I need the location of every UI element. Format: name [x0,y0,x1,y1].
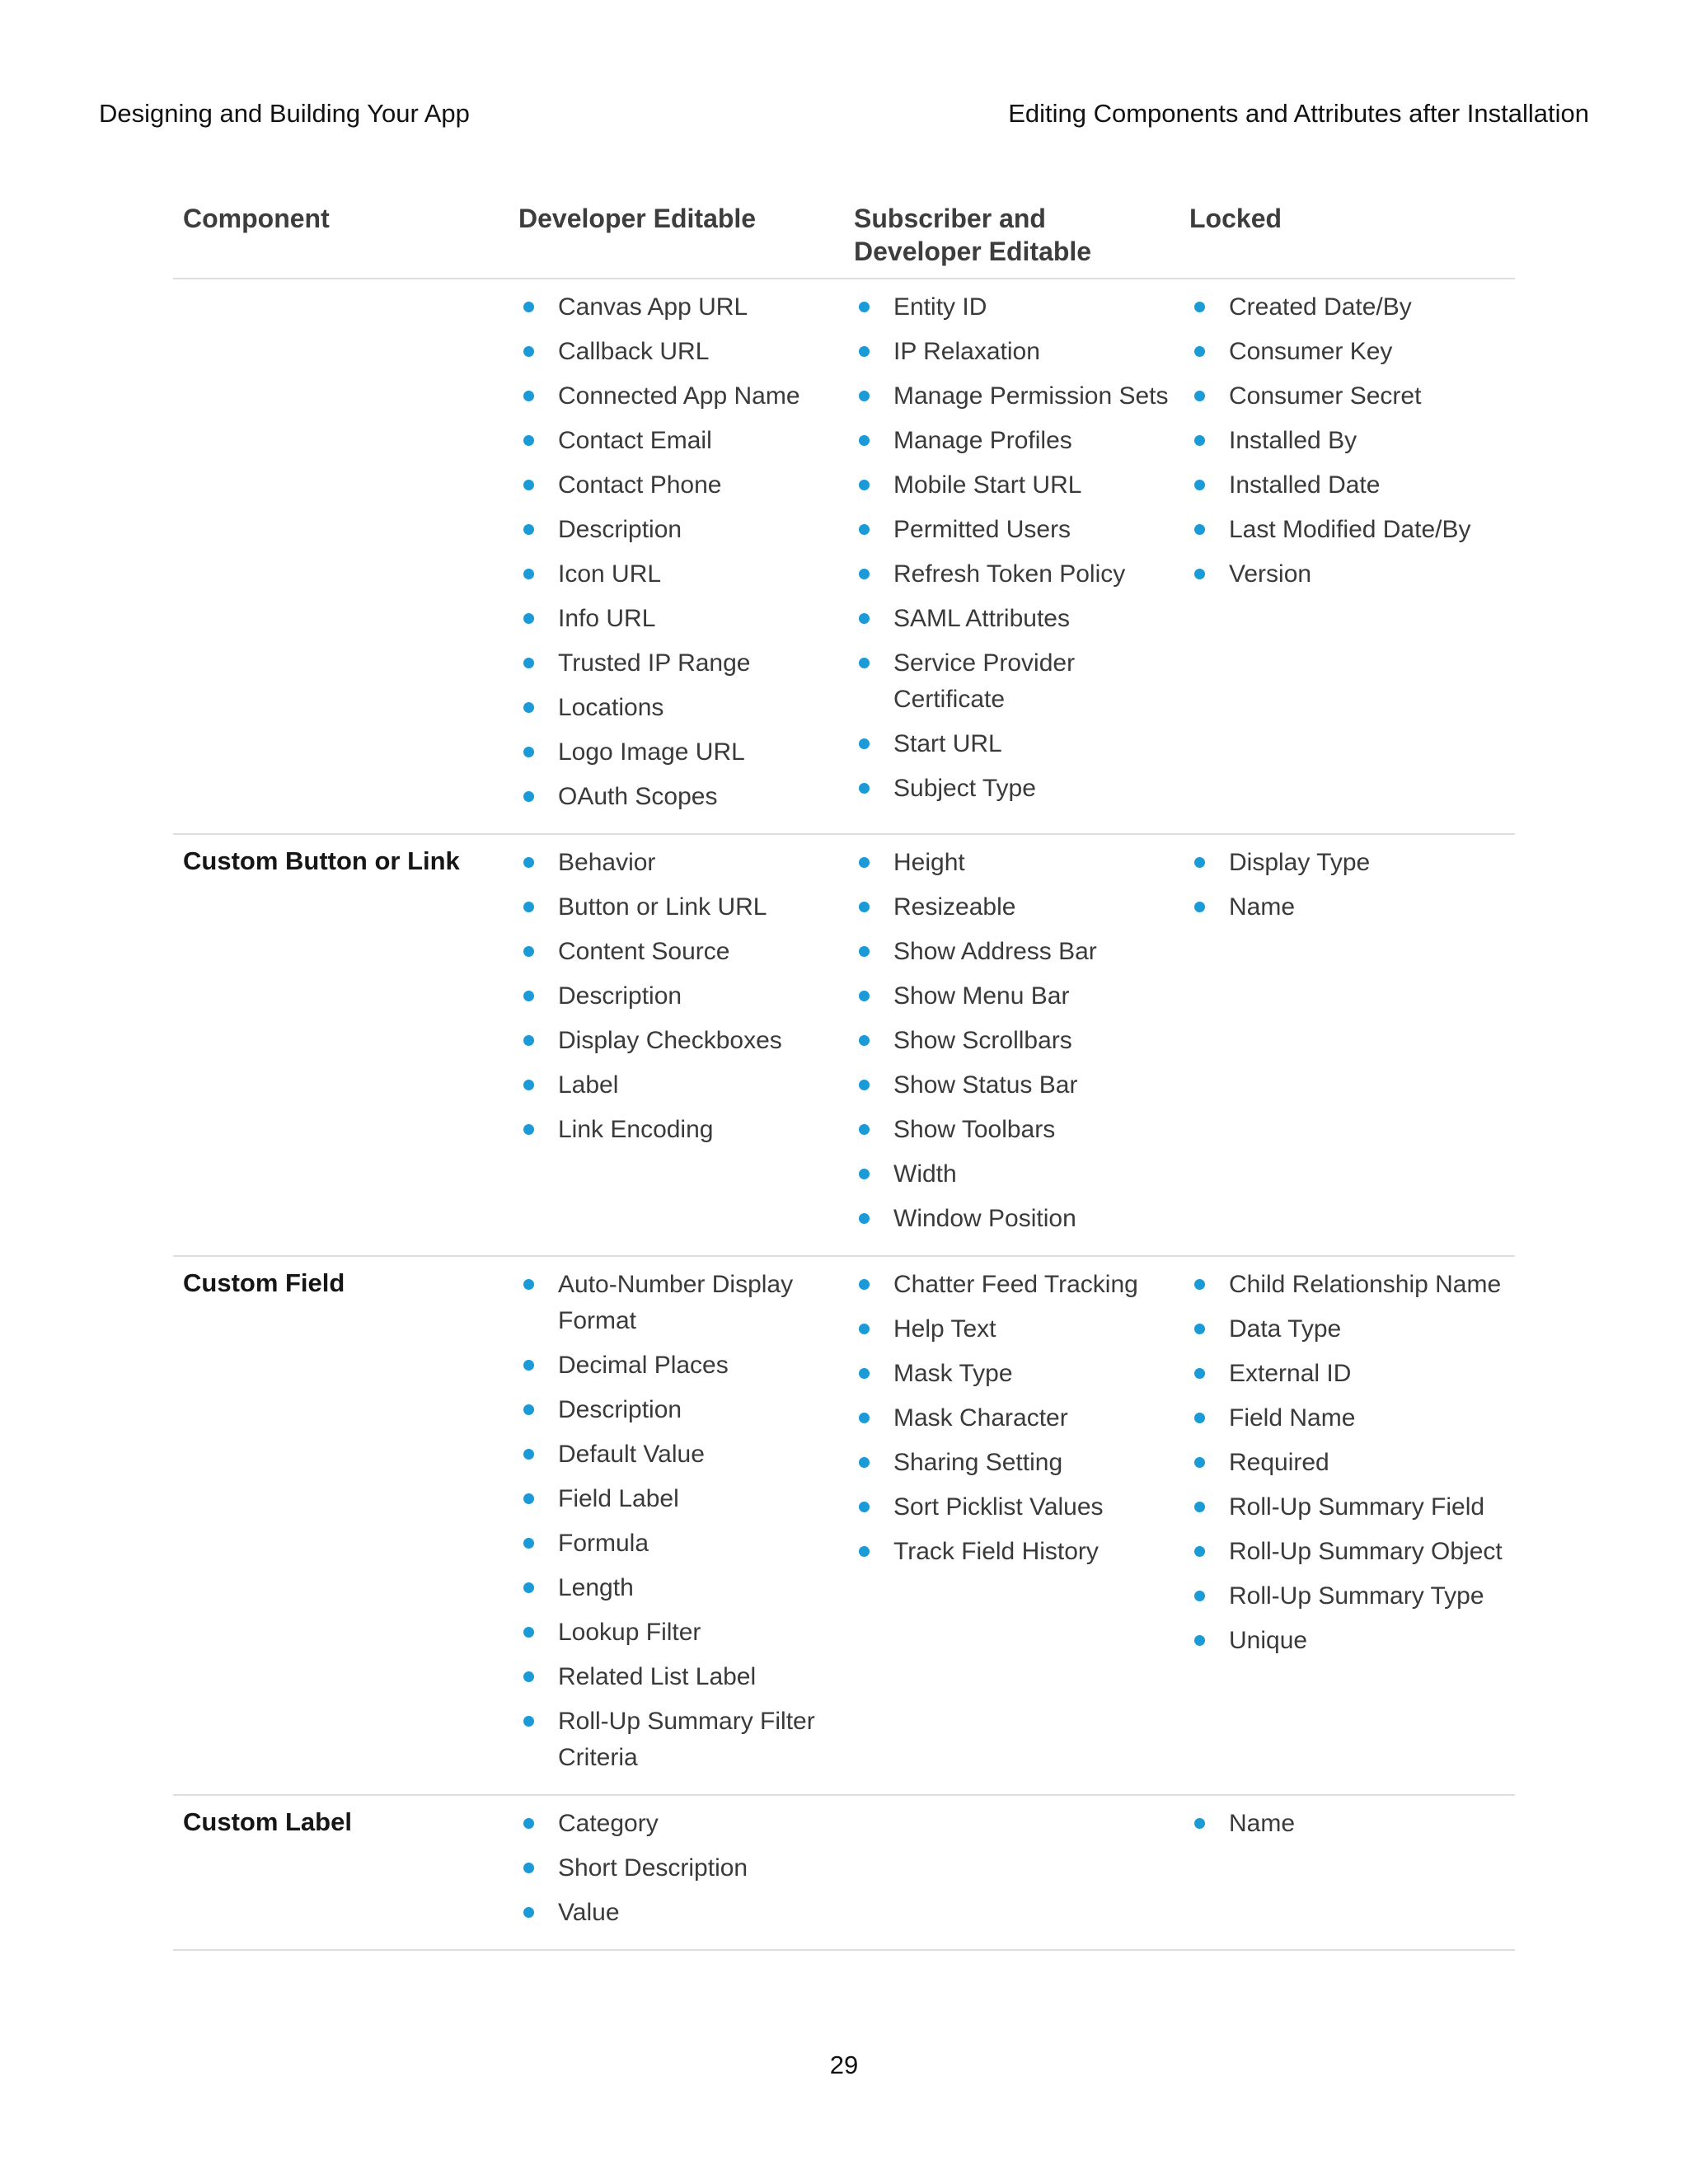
bullet-icon [859,991,870,1001]
bullet-icon [523,1627,534,1638]
list-item-text: Height [893,849,965,876]
list-item-text: Field Name [1229,1404,1356,1432]
bullet-icon [523,902,534,912]
list-item-text: Category [558,1810,659,1837]
list-item-text: Canvas App URL [558,293,748,321]
list-item-text: Logo Image URL [558,738,745,766]
bullet-icon [523,1671,534,1682]
list-item-text: Manage Permission Sets [893,382,1169,410]
bullet-icon [859,658,870,668]
list-item-text: Service Provider Certificate [893,649,1076,713]
bullet-list [1189,835,1505,944]
bullet-icon [859,1213,870,1224]
bullet-icon [859,346,870,357]
list-item [1189,1400,1505,1436]
list-item [1189,1806,1505,1842]
bullet-icon [523,747,534,757]
bullet-icon [859,1368,870,1379]
table-body [173,279,1515,1951]
list-item [854,978,1170,1015]
bullet-icon [859,857,870,868]
bullet-icon [859,435,870,446]
bullet-icon [859,613,870,624]
cell-component [173,1796,509,1949]
bullet-icon [523,524,534,535]
list-item-text: Roll-Up Summary Field [1229,1493,1485,1521]
list-item [1189,845,1505,881]
list-item [518,845,834,881]
list-item-text: Show Toolbars [893,1116,1056,1143]
list-item [1189,378,1505,415]
bullet-icon [859,1457,870,1468]
cell-subscriber-developer-editable [844,1257,1179,1794]
bullet-icon [1194,1635,1205,1646]
list-item-text: External ID [1229,1360,1352,1387]
list-item-text: Show Scrollbars [893,1027,1072,1054]
cell-component [173,279,509,833]
list-item-text: Connected App Name [558,382,800,410]
list-item-text: Mask Character [893,1404,1068,1432]
bullet-icon [859,1279,870,1290]
bullet-icon [859,783,870,794]
bullet-icon [1194,1457,1205,1468]
list-item-text: Description [558,1396,682,1423]
cell-component [173,1257,509,1794]
list-item-text: Default Value [558,1441,705,1468]
list-item [854,1400,1170,1436]
list-item [518,779,834,815]
list-item [518,1570,834,1606]
cell-subscriber-developer-editable [844,1796,1179,1949]
bullet-icon [523,302,534,312]
bullet-icon [1194,857,1205,868]
list-item [854,1067,1170,1104]
list-item [854,934,1170,970]
list-item [854,1445,1170,1481]
bullet-icon [859,1035,870,1046]
list-item [518,1850,834,1886]
list-item [854,1112,1170,1148]
cell-locked [1179,1796,1515,1949]
list-item [1189,1311,1505,1347]
list-item-text: Related List Label [558,1663,757,1690]
list-item [518,556,834,593]
bullet-icon [523,1818,534,1829]
list-item [1189,1534,1505,1570]
bullet-icon [859,1413,870,1423]
list-item-text: Last Modified Date/By [1229,516,1471,543]
page-header [99,97,1589,130]
list-item [854,423,1170,459]
list-item [518,601,834,637]
bullet-list [1189,1796,1505,1860]
list-item [518,690,834,726]
bullet-icon [859,1169,870,1179]
list-item [518,978,834,1015]
list-item [518,734,834,771]
list-item [1189,1356,1505,1392]
list-item-text: Consumer Secret [1229,382,1422,410]
list-item [518,512,834,548]
bullet-icon [523,791,534,802]
list-item-text: Info URL [558,605,656,632]
bullet-icon [523,1124,534,1135]
list-item [1189,889,1505,926]
list-item-text: Show Address Bar [893,938,1097,965]
list-item [518,378,834,415]
bullet-icon [859,302,870,312]
list-item [518,1704,834,1776]
header-section-title: Designing and Building Your App [99,99,470,128]
bullet-icon [859,524,870,535]
list-item [518,423,834,459]
bullet-icon [859,1080,870,1090]
list-item [518,1895,834,1931]
list-item [518,334,834,370]
bullet-icon [1194,1324,1205,1334]
list-item-text: Installed Date [1229,471,1381,499]
list-item-text: Description [558,516,682,543]
list-item-text: Display Checkboxes [558,1027,782,1054]
list-item-text: Name [1229,1810,1296,1837]
list-item [518,467,834,504]
bullet-icon [523,1035,534,1046]
table-row [173,835,1515,1257]
list-item [518,1526,834,1562]
bullet-list [854,1796,1170,1816]
cell-developer-editable [509,1796,844,1949]
list-item-text: Chatter Feed Tracking [893,1271,1138,1298]
bullet-list [518,279,834,833]
list-item-text: Decimal Places [558,1352,729,1379]
list-item [854,1534,1170,1570]
list-item [518,645,834,682]
list-item-text: Contact Email [558,427,712,454]
list-item-text: Width [893,1160,957,1188]
bullet-icon [1194,480,1205,490]
components-table [173,202,1515,1951]
bullet-list [518,1257,834,1794]
list-item [854,601,1170,637]
table-row [173,1257,1515,1796]
list-item-text: Manage Profiles [893,427,1072,454]
list-item-text: Field Label [558,1485,679,1512]
bullet-icon [523,702,534,713]
bullet-icon [1194,524,1205,535]
bullet-icon [523,346,534,357]
bullet-list [518,1796,834,1949]
list-item-text: SAML Attributes [893,605,1070,632]
list-item-text: Resizeable [893,893,1016,921]
list-item-text: Entity ID [893,293,987,321]
list-item-text: Mask Type [893,1360,1013,1387]
list-item-text: Child Relationship Name [1229,1271,1502,1298]
cell-subscriber-developer-editable [844,279,1179,833]
bullet-icon [859,391,870,401]
list-item-text: Icon URL [558,560,662,588]
cell-developer-editable [509,835,844,1255]
list-item [518,1436,834,1473]
list-item [518,934,834,970]
bullet-list [1189,1257,1505,1677]
bullet-list [854,1257,1170,1588]
column-header-developer-editable: Developer Editable [518,204,757,233]
list-item-text: Unique [1229,1627,1308,1654]
list-item [1189,1445,1505,1481]
list-item [854,1156,1170,1193]
list-item-text: Window Position [893,1205,1076,1232]
bullet-icon [1194,1502,1205,1512]
list-item [854,845,1170,881]
list-item [854,1489,1170,1526]
bullet-icon [859,480,870,490]
bullet-icon [523,1279,534,1290]
cell-locked [1179,835,1515,1255]
bullet-icon [1194,435,1205,446]
bullet-icon [523,946,534,957]
list-item [1189,1267,1505,1303]
list-item [518,1267,834,1339]
list-item [518,1806,834,1842]
list-item [518,1659,834,1695]
list-item [854,1201,1170,1237]
bullet-icon [523,1907,534,1918]
list-item-text: Value [558,1899,620,1926]
bullet-icon [523,435,534,446]
bullet-list [518,835,834,1166]
list-item-text: Created Date/By [1229,293,1412,321]
list-item-text: OAuth Scopes [558,783,718,810]
list-item-text: Contact Phone [558,471,722,499]
bullet-icon [523,1582,534,1593]
component-name: Custom Button or Link [183,846,460,875]
list-item [854,645,1170,718]
list-item-text: Short Description [558,1854,748,1882]
list-item-text: Content Source [558,938,730,965]
list-item [1189,423,1505,459]
list-item [518,1067,834,1104]
bullet-icon [859,738,870,749]
list-item [854,512,1170,548]
list-item-text: Help Text [893,1315,996,1343]
bullet-icon [859,946,870,957]
bullet-icon [523,391,534,401]
list-item [854,1311,1170,1347]
list-item [854,1023,1170,1059]
list-item-text: Formula [558,1530,649,1557]
bullet-icon [1194,346,1205,357]
bullet-icon [1194,391,1205,401]
component-name [183,279,499,289]
list-item-text: Data Type [1229,1315,1342,1343]
cell-locked [1179,279,1515,833]
list-item [854,1267,1170,1303]
list-item [854,334,1170,370]
table-row [173,279,1515,835]
bullet-icon [523,658,534,668]
list-item-text: Sort Picklist Values [893,1493,1104,1521]
list-item [518,289,834,326]
list-item [854,1356,1170,1392]
table-header-row [173,202,1515,279]
cell-developer-editable [509,279,844,833]
component-name: Custom Label [183,1807,352,1836]
list-item-text: Description [558,982,682,1010]
bullet-icon [1194,1279,1205,1290]
list-item [518,1023,834,1059]
column-header-locked: Locked [1189,204,1282,233]
bullet-icon [859,1324,870,1334]
list-item-text: Required [1229,1449,1329,1476]
bullet-icon [523,1360,534,1371]
list-item-text: Name [1229,893,1296,921]
list-item [1189,334,1505,370]
cell-subscriber-developer-editable [844,835,1179,1255]
list-item [1189,467,1505,504]
list-item-text: Subject Type [893,775,1036,802]
list-item-text: Installed By [1229,427,1357,454]
bullet-icon [1194,1413,1205,1423]
column-header-subscriber-developer-editable: Subscriber and Developer Editable [854,204,1092,266]
list-item-text: Roll-Up Summary Type [1229,1582,1484,1610]
list-item-text: Permitted Users [893,516,1071,543]
column-header-component: Component [183,204,330,233]
list-item [854,889,1170,926]
list-item-text: Roll-Up Summary Object [1229,1538,1503,1565]
list-item-text: Sharing Setting [893,1449,1063,1476]
list-item-text: Lookup Filter [558,1619,701,1646]
bullet-icon [523,1716,534,1727]
list-item-text: Display Type [1229,849,1371,876]
list-item [1189,289,1505,326]
bullet-icon [1194,1546,1205,1557]
list-item-text: Refresh Token Policy [893,560,1126,588]
list-item-text: Callback URL [558,338,710,365]
list-item [854,467,1170,504]
list-item-text: Show Menu Bar [893,982,1070,1010]
list-item-text: IP Relaxation [893,338,1040,365]
component-name: Custom Field [183,1268,345,1297]
bullet-icon [1194,902,1205,912]
list-item-text: Start URL [893,730,1002,757]
list-item-text: Show Status Bar [893,1071,1078,1099]
list-item-text: Link Encoding [558,1116,714,1143]
list-item-text: Length [558,1574,634,1601]
list-item [518,889,834,926]
header-topic-title: Editing Components and Attributes after Installation [1008,99,1589,128]
list-item-text: Auto-Number Display Format [558,1271,794,1334]
bullet-icon [859,902,870,912]
bullet-icon [1194,569,1205,579]
cell-developer-editable [509,1257,844,1794]
bullet-icon [859,1546,870,1557]
bullet-list [854,279,1170,825]
bullet-list [1189,279,1505,611]
list-item [518,1615,834,1651]
page-number: 29 [829,2050,859,2079]
list-item [854,289,1170,326]
bullet-icon [859,1124,870,1135]
bullet-icon [1194,1368,1205,1379]
list-item [854,726,1170,762]
list-item [854,556,1170,593]
bullet-icon [523,1449,534,1460]
list-item-text: Locations [558,694,664,721]
list-item-text: Button or Link URL [558,893,767,921]
list-item [1189,1623,1505,1659]
bullet-icon [523,480,534,490]
list-item-text: Roll-Up Summary Filter Criteria [558,1708,815,1771]
list-item-text: Track Field History [893,1538,1099,1565]
bullet-icon [859,569,870,579]
bullet-list [854,835,1170,1255]
bullet-icon [523,991,534,1001]
list-item [518,1392,834,1428]
list-item-text: Label [558,1071,619,1099]
bullet-icon [523,613,534,624]
list-item [518,1347,834,1384]
cell-component [173,835,509,1255]
cell-locked [1179,1257,1515,1794]
list-item [854,771,1170,807]
bullet-icon [523,1080,534,1090]
list-item-text: Behavior [558,849,656,876]
bullet-icon [523,857,534,868]
list-item [854,378,1170,415]
list-item-text: Version [1229,560,1312,588]
bullet-icon [523,569,534,579]
bullet-icon [523,1863,534,1873]
list-item-text: Consumer Key [1229,338,1393,365]
list-item [1189,512,1505,548]
table-row [173,1796,1515,1951]
bullet-icon [1194,1591,1205,1601]
list-item-text: Mobile Start URL [893,471,1082,499]
list-item [518,1481,834,1517]
list-item [1189,1578,1505,1615]
bullet-icon [1194,1818,1205,1829]
bullet-icon [523,1493,534,1504]
list-item [1189,556,1505,593]
list-item-text: Trusted IP Range [558,649,751,677]
list-item [518,1112,834,1148]
bullet-icon [523,1404,534,1415]
list-item [1189,1489,1505,1526]
bullet-icon [1194,302,1205,312]
bullet-icon [859,1502,870,1512]
bullet-icon [523,1538,534,1549]
